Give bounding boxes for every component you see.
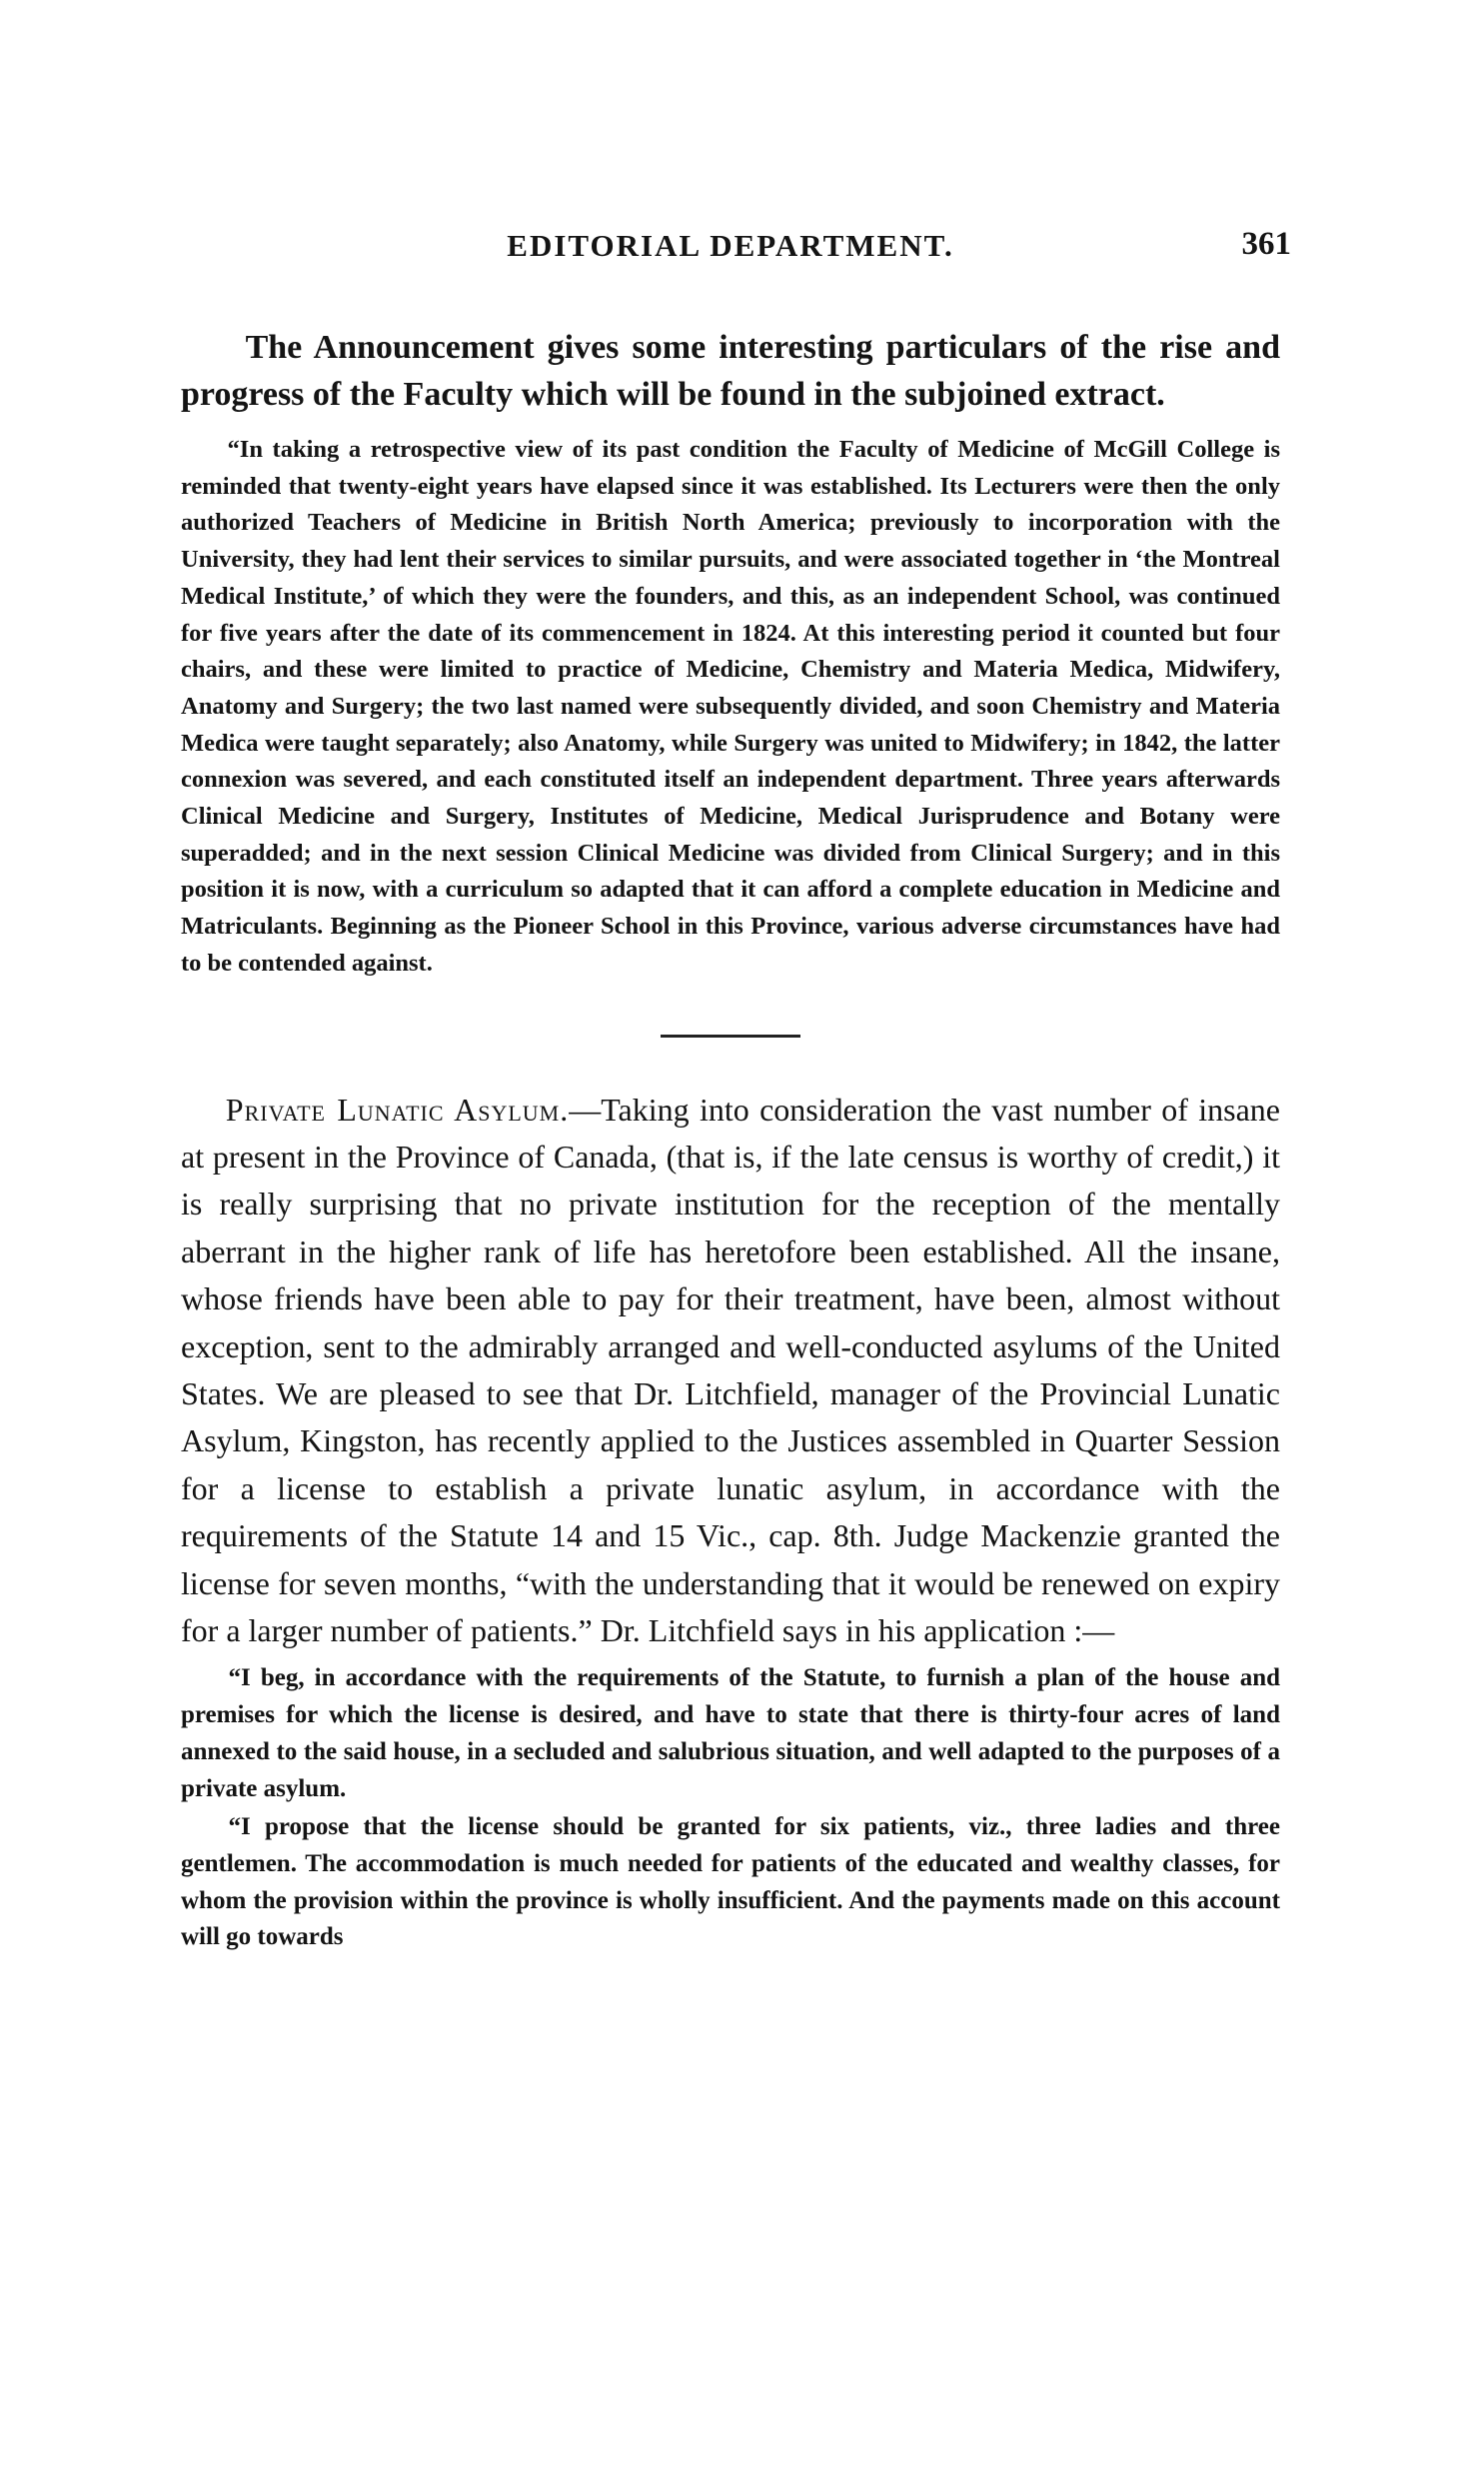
running-head: EDITORIAL DEPARTMENT. — [507, 228, 954, 263]
application-quote-2: “I propose that the license should be granted for six patients, viz., three ladies and three gentlemen. The accommodation is much needed for patients of the educated and wealthy classes, for whom the provision within the province is wholly insufficient. And the payments made on this account will go towards — [181, 1813, 1280, 1951]
faculty-extract: “In taking a retrospective view of its past condition the Faculty of Medicine of McGill College is reminded that twenty-eight years have elapsed since it was established. Its Lecturers were then the only authorized Teachers of Medicine in British North America; previously to incorporation with the University, they had lent their services to similar pursuits, and were associated together in ‘the Montreal Medical Institute,’ of which they were the founders, and this, as an independent School, was continued for five years after the date of its commencement in 1824. At this interesting period it counted but four chairs, and these were limited to practice of Medicine, Chemistry and Materia Medica, Midwifery, Anatomy and Surgery; the two last named were subsequently divided, and soon Chemistry and Materia Medica were taught separately; also Anatomy, while Surgery was united to Midwifery; in 1842, the latter connexion was severed, and each constituted itself an independent department. Three years afterwards Clinical Medicine and Surgery, Institutes of Medicine, Medical Jurisprudence and Botany were superadded; and in the next session Clinical Medicine was divided from Clinical Surgery; and in this position it is now, with a curriculum so adapted that it can afford a complete education in Medicine and Matriculants. Beginning as the Pioneer School in this Province, various adverse circumstances have had to be contended against. — [181, 436, 1280, 977]
page-number: 361 — [1241, 226, 1291, 262]
asylum-paragraph — [181, 1087, 1280, 1655]
asylum-body: —Taking into consideration the vast number of insane at present in the Province of Canada, (that is, if the late census is worthy of credit,) it is really surprising that no private institution for the reception of the mentally aberrant in the higher rank of life has heretofore been established. All the insane, whose friends have been able to pay for their treatment, have been, almost without exception, sent to the admirably arranged and well-conducted asylums of the United States. We are pleased to see that Dr. Litchfield, manager of the Provincial Lunatic Asylum, Kingston, has recently applied to the Justices assembled in Quarter Session for a license to establish a private lunatic asylum, in accordance with the requirements of the Statute 14 and 15 Vic., cap. 8th. Judge Mackenzie granted the license for seven months, “with the understanding that it would be renewed on expiry for a larger number of patients.” Dr. Litchfield says in his application :— — [181, 1091, 1281, 1649]
section-divider — [661, 1035, 800, 1038]
asylum-heading: Private Lunatic Asylum. — [225, 1091, 570, 1128]
page-header — [181, 226, 1291, 276]
intro-paragraph: The Announcement gives some interesting particulars of the rise and progress of the Faculty which will be found in the subjoined extract. — [181, 329, 1280, 413]
page — [181, 226, 1291, 1956]
application-quote-1: “I beg, in accordance with the requirements of the Statute, to furnish a plan of the house and premises for which the license is desired, and have to state that there is thirty-four acres of land annexed to the said house, in a secluded and salubrious situation, and well adapted to the purposes of a private asylum. — [181, 1664, 1280, 1802]
